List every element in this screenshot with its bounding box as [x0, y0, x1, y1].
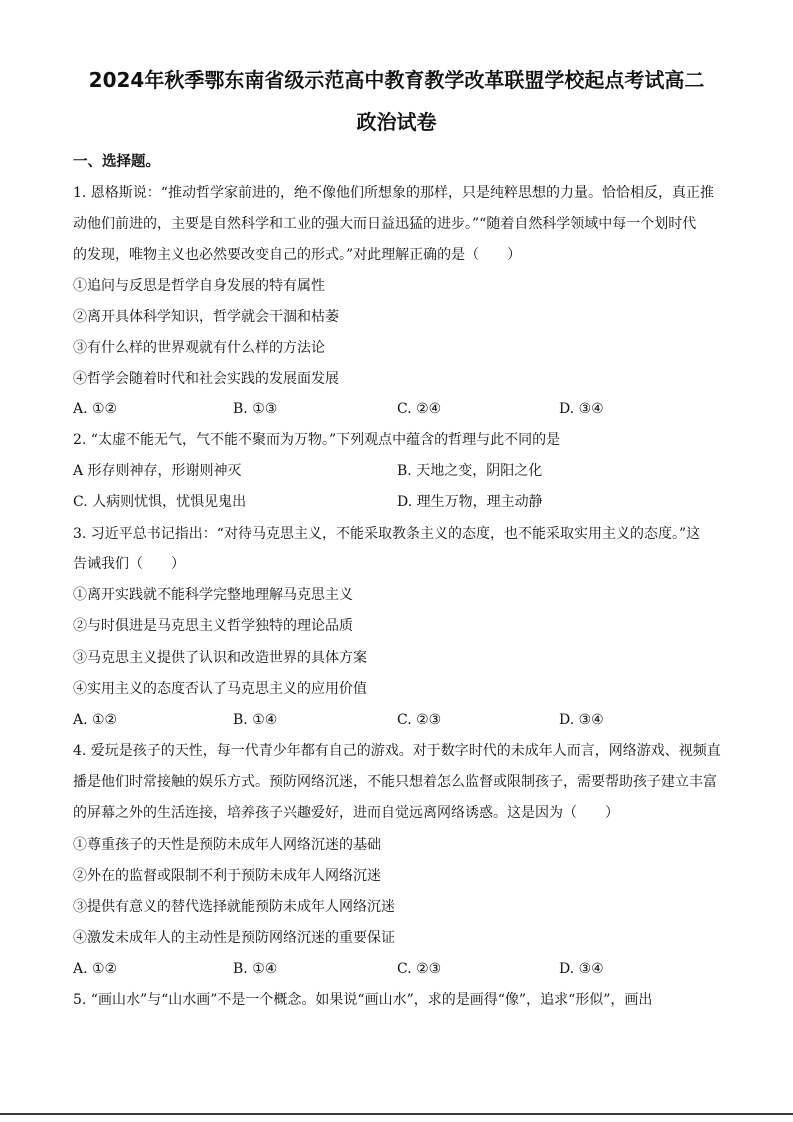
question-text-line: 的屏幕之外的生活连接，培养孩子兴趣爱好，进而自觉远离网络诱惑。这是因为（ ）	[73, 805, 619, 821]
question-text-line: 告诫我们（ ）	[73, 556, 185, 572]
option-c: C. ②③	[397, 712, 442, 728]
exam-title-line-2: 政治试卷	[356, 110, 437, 134]
statement-2: ②外在的监督或限制不利于预防未成年人网络沉迷	[73, 868, 381, 884]
option-c: C. 人病则忧惧，忧惧见鬼出	[73, 494, 247, 510]
section-heading: 一、选择题。	[73, 154, 160, 170]
question-text-line: 的发现，唯物主义也必然要改变自己的形式。”对此理解正确的是（ ）	[73, 247, 522, 263]
statement-4: ④激发未成年人的主动性是预防网络沉迷的重要保证	[73, 930, 395, 946]
statement-3: ③有什么样的世界观就有什么样的方法论	[73, 340, 325, 356]
option-d: D. 理生万物，理主动静	[397, 494, 543, 510]
statement-4: ④实用主义的态度否认了马克思主义的应用价值	[73, 681, 367, 697]
statement-3: ③提供有意义的替代选择就能预防未成年人网络沉迷	[73, 899, 395, 915]
exam-title-line-1: 2024年秋季鄂东南省级示范高中教育教学改革联盟学校起点考试高二	[88, 68, 705, 92]
option-a: A. ①②	[73, 401, 118, 417]
option-d: D. ③④	[559, 712, 604, 728]
question-text-line: 播是他们时常接触的娱乐方式。预防网络沉迷，不能只想着怎么监督或限制孩子，需要帮助孩子建立丰富	[73, 774, 717, 790]
option-c: C. ②④	[397, 401, 442, 417]
option-a: A. ①②	[73, 961, 118, 977]
question-text-line: 动他们前进的，主要是自然科学和工业的强大而日益迅猛的进步。”“随着自然科学领域中每一个划时代	[73, 216, 697, 232]
statement-1: ①离开实践就不能科学完整地理解马克思主义	[73, 587, 353, 603]
statement-3: ③马克思主义提供了认识和改造世界的具体方案	[73, 650, 367, 666]
option-d: D. ③④	[559, 961, 604, 977]
question-text-line: 2. “太虚不能无气，气不能不聚而为万物。”下列观点中蕴含的哲理与此不同的是	[73, 432, 561, 448]
question-text-line: 1. 恩格斯说：“推动哲学家前进的，绝不像他们所想象的那样，只是纯粹思想的力量。恰恰相反，真正推	[73, 185, 714, 201]
statement-2: ②离开具体科学知识，哲学就会干涸和枯萎	[73, 309, 339, 325]
question-text-line: 5. “画山水”与“山水画”不是一个概念。如果说“画山水”，求的是画得“像”，追求“形似”，画出	[73, 992, 653, 1008]
question-text-line: 3. 习近平总书记指出：“对待马克思主义，不能采取教条主义的态度，也不能采取实用主义的态度。”这	[73, 526, 701, 542]
option-c: C. ②③	[397, 961, 442, 977]
statement-2: ②与时俱进是马克思主义哲学独特的理论品质	[73, 618, 353, 634]
question-text-line: 4. 爱玩是孩子的天性，每一代青少年都有自己的游戏。对于数字时代的未成年人而言，网络游戏、视频直	[73, 743, 721, 759]
option-a: A 形存则神存，形谢则神灭	[73, 463, 242, 479]
option-a: A. ①②	[73, 712, 118, 728]
page-bottom-rule	[0, 1113, 793, 1115]
option-b: B. ①④	[233, 961, 278, 977]
statement-4: ④哲学会随着时代和社会实践的发展面发展	[73, 371, 339, 387]
option-d: D. ③④	[559, 401, 604, 417]
option-b: B. 天地之变，阴阳之化	[397, 463, 543, 479]
statement-1: ①尊重孩子的天性是预防未成年人网络沉迷的基础	[73, 837, 381, 853]
statement-1: ①追问与反思是哲学自身发展的特有属性	[73, 278, 325, 294]
option-b: B. ①③	[233, 401, 278, 417]
option-b: B. ①④	[233, 712, 278, 728]
